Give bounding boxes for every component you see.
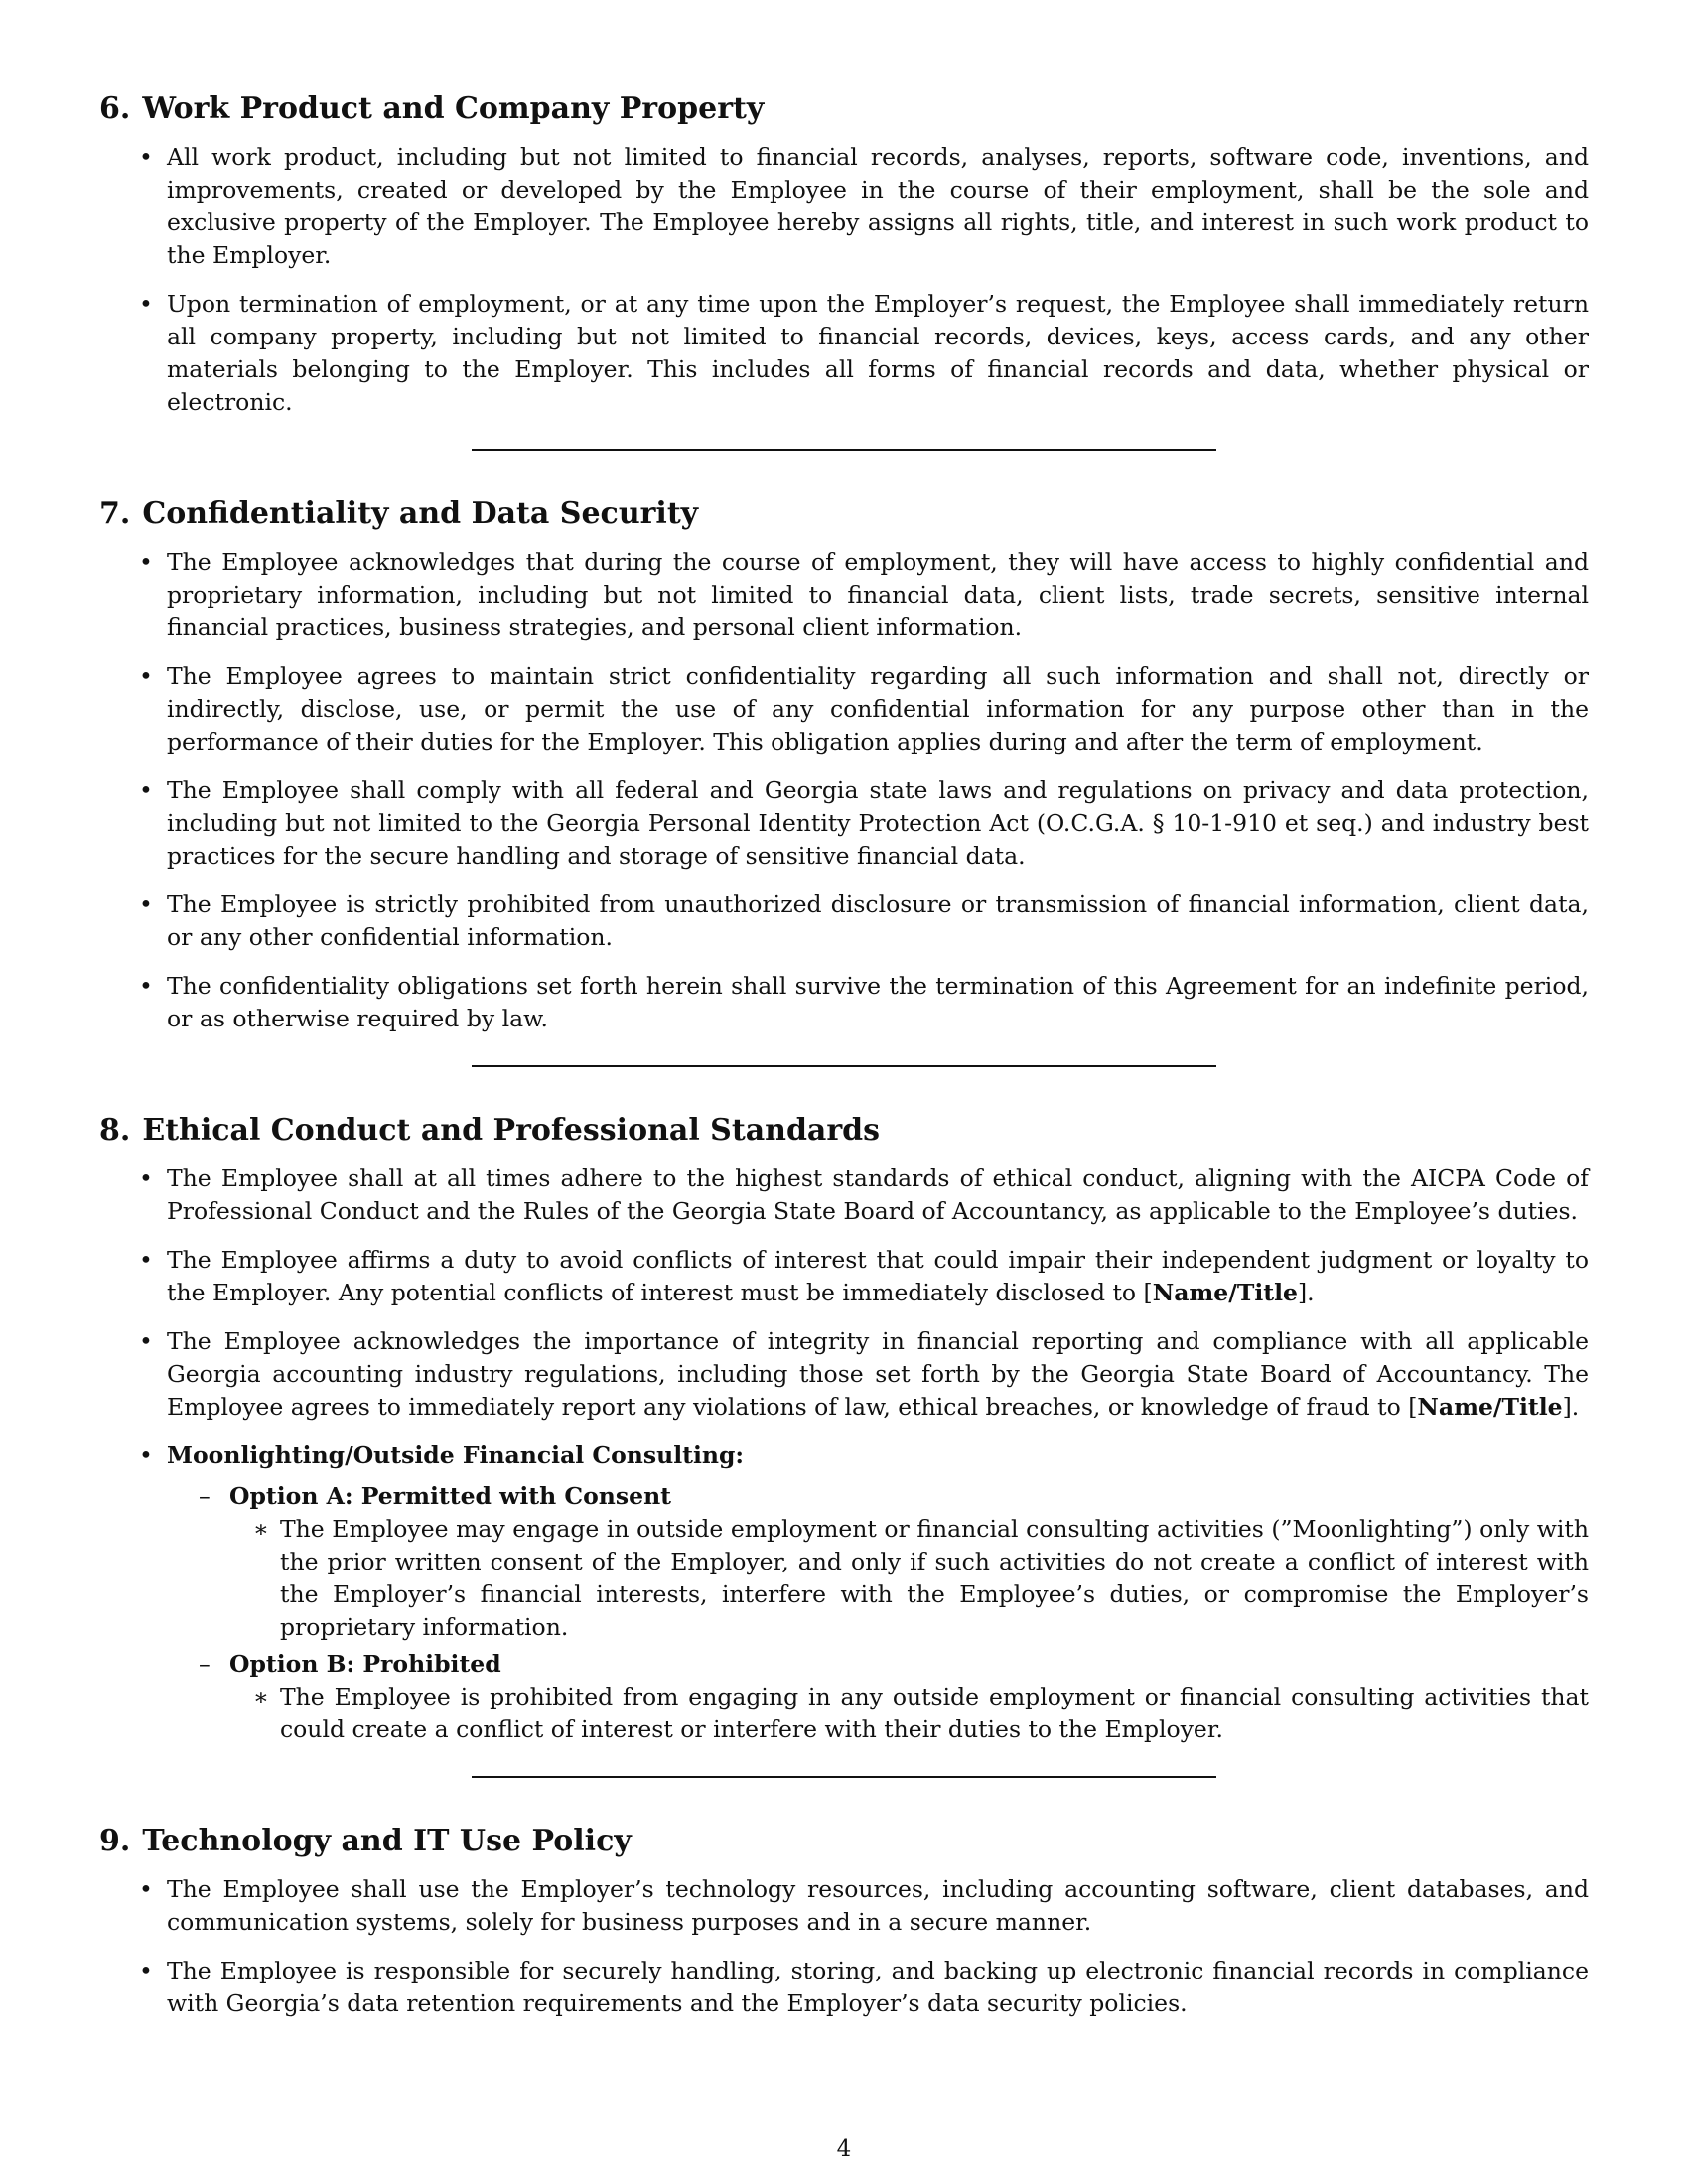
name-title-placeholder: Name/Title	[1417, 1393, 1563, 1421]
list-item	[99, 1244, 1589, 1309]
option-a	[167, 1480, 1589, 1644]
list-item-text: The Employee acknowledges the importance of integrity in financial reporting and compliance with all applicable Georgia accounting industry regulations, including those set forth by the Georgia State Board of Accountancy. The Employee agrees to immediately report any violations of law, ethical breaches, or knowledge of fraud to	[167, 1327, 1589, 1421]
section-8-heading	[99, 1111, 1589, 1151]
option-b	[167, 1648, 1589, 1746]
list-item: • The confidentiality obligations set forth herein shall survive the termination of this Agreement for an indefinite period, or as otherwise required by law.	[99, 970, 1589, 1035]
list-item: • The Employee shall comply with all federal and Georgia state laws and regulations on privacy and data protection, including but not limited to the Georgia Personal Identity Protection Act (O.C.G.A. § 10-1-910 et seq.) and industry best practices for the secure handling and storage of sensitive financial data.	[99, 774, 1589, 873]
list-item: • Upon termination of employment, or at any time upon the Employer’s request, the Employee shall immediately return all company property, including but not limited to financial records, devices, keys, access cards, and any other materials belonging to the Employer. This includes all forms of financial records and data, whether physical or electronic.	[99, 288, 1589, 419]
list-item	[99, 1325, 1589, 1424]
section-7-heading	[99, 494, 1589, 534]
section-7-list	[99, 546, 1589, 1035]
section-divider	[472, 1776, 1216, 1778]
list-item: • The Employee agrees to maintain strict confidentiality regarding all such information and shall not, directly or indirectly, disclose, use, or permit the use of any confidential information for any purpose other than in the performance of their duties for the Employer. This obligation applies during and after the term of employment.	[99, 660, 1589, 758]
section-9-number: 9.	[99, 1824, 131, 1858]
option-a-label: Option A: Permitted with Consent	[229, 1482, 672, 1510]
bracket-open: [	[1408, 1393, 1418, 1421]
moonlighting-options	[167, 1480, 1589, 1746]
section-9-list	[99, 1873, 1589, 2020]
list-item: • The Employee is strictly prohibited from unauthorized disclosure or transmission of financial information, client data, or any other confidential information.	[99, 888, 1589, 954]
list-item: • The Employee shall use the Employer’s technology resources, including accounting software, client databases, and communication systems, solely for business purposes and in a secure manner.	[99, 1873, 1589, 1939]
list-item-moonlighting	[99, 1439, 1589, 1746]
list-item: • The Employee shall at all times adhere to the highest standards of ethical conduct, aligning with the AICPA Code of Professional Conduct and the Rules of the Georgia State Board of Accountancy, as applicable to the Employee’s duties.	[99, 1162, 1589, 1228]
section-8-title: Ethical Conduct and Professional Standards	[142, 1113, 881, 1148]
bracket-close: ].	[1297, 1279, 1315, 1306]
section-9-title: Technology and IT Use Policy	[142, 1824, 632, 1858]
section-divider	[472, 449, 1216, 451]
document-page	[99, 89, 1589, 2036]
option-b-list	[229, 1681, 1589, 1746]
section-8	[99, 1111, 1589, 1746]
list-item: • The Employee acknowledges that during the course of employment, they will have access to highly confidential and proprietary information, including but not limited to financial data, client lists, trade secrets, sensitive internal financial practices, business strategies, and personal client information.	[99, 546, 1589, 644]
section-8-number: 8.	[99, 1113, 131, 1148]
list-item: • The Employee is responsible for securely handling, storing, and backing up electronic financial records in compliance with Georgia’s data retention requirements and the Employer’s data security policies.	[99, 1955, 1589, 2020]
section-6-heading	[99, 89, 1589, 129]
section-divider	[472, 1065, 1216, 1067]
list-item: • All work product, including but not limited to financial records, analyses, reports, software code, inventions, and improvements, created or developed by the Employee in the course of their employment, shall be the sole and exclusive property of the Employer. The Employee hereby assigns all rights, title, and interest in such work product to the Employer.	[99, 141, 1589, 272]
section-6-list	[99, 141, 1589, 419]
page-number: 4	[836, 2136, 852, 2162]
option-b-label: Option B: Prohibited	[229, 1650, 501, 1678]
section-7-number: 7.	[99, 496, 131, 531]
moonlighting-heading: Moonlighting/Outside Financial Consulting:	[167, 1441, 745, 1469]
section-6-title: Work Product and Company Property	[142, 91, 765, 126]
section-9-heading	[99, 1822, 1589, 1861]
bracket-open: [	[1143, 1279, 1153, 1306]
name-title-placeholder: Name/Title	[1152, 1279, 1298, 1306]
section-8-list	[99, 1162, 1589, 1746]
option-a-list	[229, 1513, 1589, 1644]
section-7	[99, 494, 1589, 1035]
option-a-text: ∗ The Employee may engage in outside employment or financial consulting activities (”Moonlighting”) only with the prior written consent of the Employer, and only if such activities do not create a conflict of interest with the Employer’s financial interests, interfere with the Employee’s duties, or compromise the Employer’s proprietary information.	[229, 1513, 1589, 1644]
list-item-text: The Employee affirms a duty to avoid conflicts of interest that could impair their independent judgment or loyalty to the Employer. Any potential conflicts of interest must be immediately disclosed to	[167, 1246, 1589, 1306]
section-6	[99, 89, 1589, 419]
section-7-title: Confidentiality and Data Security	[142, 496, 699, 531]
section-6-number: 6.	[99, 91, 131, 126]
option-b-text: ∗ The Employee is prohibited from engaging in any outside employment or financial consulting activities that could create a conflict of interest or interfere with their duties to the Employer.	[229, 1681, 1589, 1746]
section-9	[99, 1822, 1589, 2020]
bracket-close: ].	[1562, 1393, 1580, 1421]
